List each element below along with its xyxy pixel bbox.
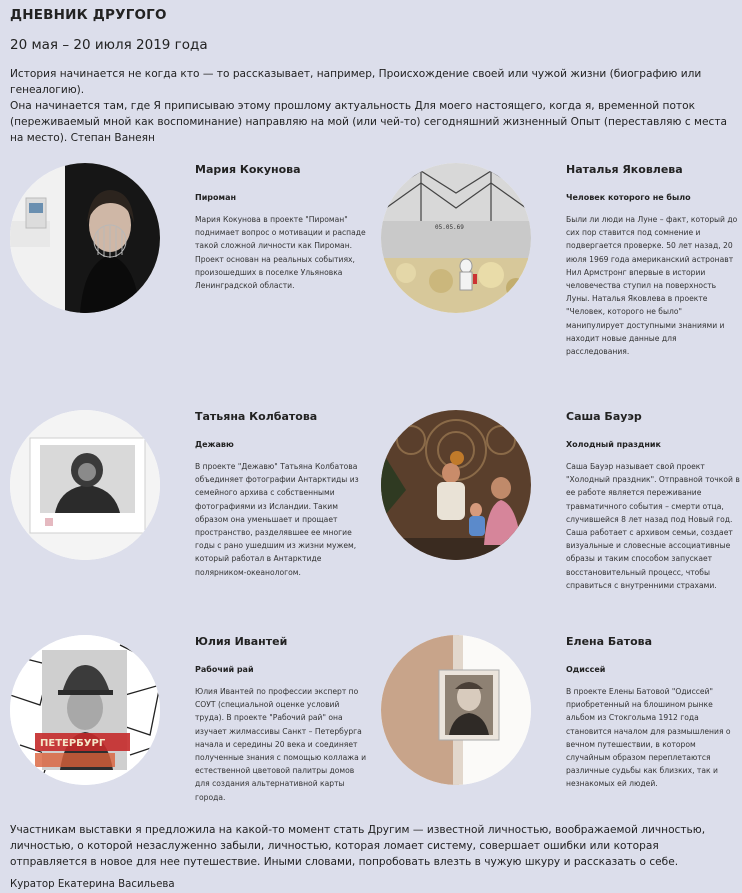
artist-card-kokunova [10,163,370,393]
artist-name: Саша Бауэр [566,410,642,423]
artist-info [195,635,370,804]
project-description: Мария Кокунова в проекте "Пироман" поднимает вопрос о мотивации и распаде такой сложной личности как Пироман. Проект основан на реальных событиях, произошедших в поселке Ульяновка Ленинградской области. [195,215,366,291]
photo-caption: ПЕТЕРБУРГ [40,738,106,749]
project-title: Холодный праздник [566,440,661,449]
artist-info [195,163,370,292]
artist-info [566,635,741,791]
project-title: Одиссей [566,665,606,674]
artist-photo-bauer [381,410,531,560]
artist-info [195,410,370,579]
artist-photo-ivantei [10,635,160,785]
project-title: Пироман [195,193,236,202]
artist-photo-yakovleva [381,163,531,313]
project-title: Рабочий рай [195,665,254,674]
artist-name: Мария Кокунова [195,163,301,176]
intro-paragraph-2: Она начинается там, где Я приписываю этому прошлому актуальность Для моего настоящего, когда я, временной поток (переживаемый мной как воспоминание) направляю на мой (или чей-то) сегодняшний жизненный Опыт (переставляю с места на место). Степан Ванеян [10,100,728,144]
outro-text: Участникам выставки я предложила на какой-то момент стать Другим — известной личностью, воображаемой личностью, личностью, о которой незаслуженно забыли, личностью, которая ломает систему, совершает ошибки или которая отправляется в новое для нее путешествие. Иными словами, попробовать влезть в чужую шкуру и рассказать о себе. [10,824,706,868]
project-title: Дежавю [195,440,234,449]
artist-card-kolbatova [10,410,370,640]
project-description: Юлия Ивантей по профессии эксперт по СОУТ (специальной оценке условий труда). В проекте "Рабочий рай" она изучает жилмассивы Санкт – Петербурга начала и середины 20 века и соединяет полученные знания с помощью коллажа и естественной цветовой палитры домов для создания альтернативной карты города. [195,687,367,802]
page-title: ДНЕВНИК ДРУГОГО [10,7,167,23]
artist-card-yakovleva [381,163,741,393]
artist-name: Татьяна Колбатова [195,410,318,423]
project-description: Были ли люди на Луне – факт, который до сих пор ставится под сомнение и подвергается проверке. 50 лет назад, 20 июля 1969 года американский астронавт Нил Армстронг впервые в истории человечества ступил на поверхность Луны. Наталья Яковлева в проекте "Человек, которого не было" манипулирует доступными знаниями и находит новые данные для расследования. [566,215,738,357]
artist-name: Наталья Яковлева [566,163,683,176]
project-description: В проекте Елены Батовой "Одиссей" приобретенный на блошином рынке альбом из Стокгольма 1912 года становится началом для размышления о вечном путешествии, в котором случайным образом переплетаются различные судьбы как близких, так и незнакомых ей людей. [566,687,731,789]
artist-name: Юлия Ивантей [195,635,288,648]
project-title: Человек которого не было [566,193,691,202]
page-footer [10,822,738,890]
photo-caption: 05.05.69 [435,224,464,231]
artist-photo-kokunova [10,163,160,313]
intro-text [10,66,735,146]
artist-name: Елена Батова [566,635,653,648]
project-description: В проекте "Дежавю" Татьяна Колбатова объединяет фотографии Антарктиды из семейного архива с собственными фотографиями из Исландии. Таким образом она уменьшает и прощает пространство, разделявшее ее многие годы с рано ушедшим из жизни мужем, который работал в Антарктиде полярником-океанологом. [195,462,359,577]
intro-paragraph-1: История начинается не когда кто — то рассказывает, например, Происхождение своей или чужой жизни (биографию или генеалогию). [10,68,702,96]
page-header [10,7,735,146]
artist-photo-kolbatova [10,410,160,560]
artist-info [566,410,741,592]
exhibition-dates: 20 мая – 20 июля 2019 года [10,37,208,53]
artist-photo-batova [381,635,531,785]
artist-info [566,163,741,358]
curator-credit: Куратор Екатерина Васильева [10,879,175,890]
artist-card-bauer [381,410,741,640]
project-description: Саша Бауэр называет свой проект "Холодный праздник". Отправной точкой в ее работе является переживание травматичного события – смерти отца, случившейся 8 лет назад под Новый год. Саша работает с архивом семьи, создает визуальные и словесные ассоциативные образы и таким способом запускает восстановительный процесс, чтобы справиться с внутренними страхами. [566,462,740,590]
